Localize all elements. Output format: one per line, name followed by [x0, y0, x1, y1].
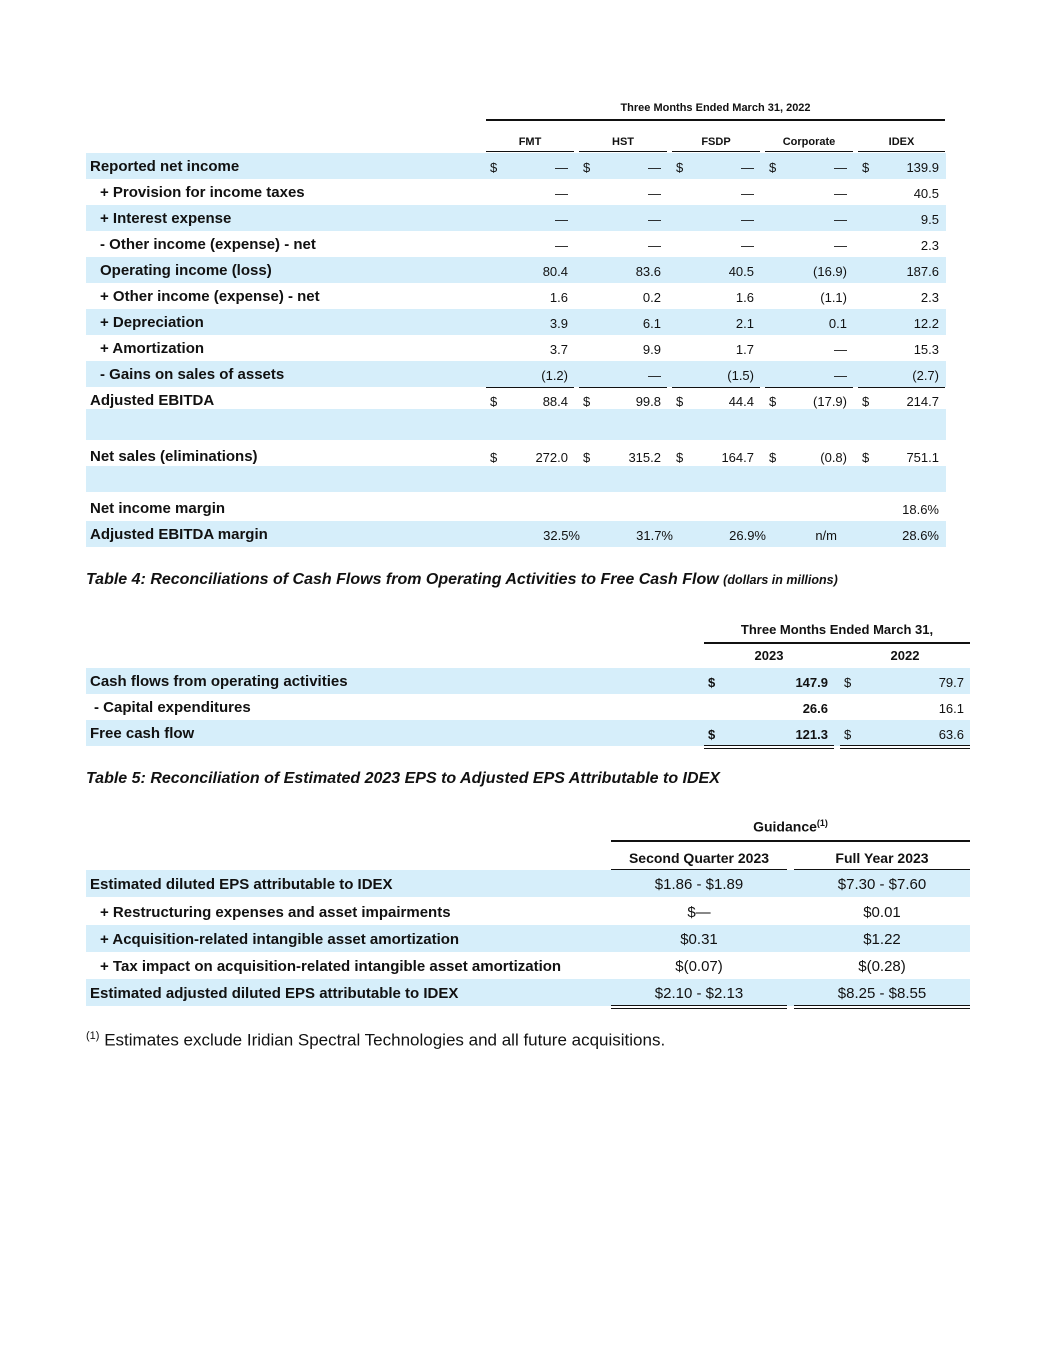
value-cell — [794, 925, 970, 952]
row-label: Cash flows from operating activities — [90, 673, 348, 690]
period-header: Three Months Ended March 31, 2022 — [486, 102, 945, 121]
cell-value: 31.7% — [636, 528, 673, 543]
cell-value: — — [834, 186, 847, 201]
value-cell — [858, 231, 945, 257]
col-head-fsdp: FSDP — [672, 136, 760, 152]
row-label: Adjusted EBITDA — [90, 392, 215, 409]
value-cell — [672, 309, 760, 335]
value-cell — [840, 668, 970, 694]
value-cell — [579, 179, 667, 205]
table-row — [86, 668, 970, 694]
table-row — [86, 231, 946, 257]
col-head-2023: 2023 — [704, 648, 834, 670]
value-cell — [486, 231, 574, 257]
cell-value: $(0.28) — [858, 958, 906, 975]
value-cell — [858, 205, 945, 231]
cell-value: 40.5 — [913, 186, 939, 201]
col-head-second-quarter: Second Quarter 2023 — [611, 850, 787, 871]
cell-value: 272.0 — [535, 450, 568, 465]
row-label: Reported net income — [90, 158, 240, 175]
row-label: Free cash flow — [90, 725, 195, 742]
dollar-sign: $ — [490, 394, 498, 409]
cell-value: (1.5) — [727, 368, 754, 383]
cell-value: 12.2 — [913, 316, 939, 331]
value-cell — [486, 153, 574, 179]
cell-value: $0.31 — [680, 931, 718, 948]
value-cell — [611, 952, 787, 979]
cell-value: 139.9 — [906, 160, 939, 175]
row-label: Net sales (eliminations) — [90, 448, 258, 465]
cell-value: $7.30 - $7.60 — [837, 876, 927, 893]
value-cell — [794, 898, 970, 925]
table-row — [86, 898, 970, 925]
dollar-sign: $ — [676, 450, 684, 465]
value-cell — [486, 361, 574, 387]
table4-title-text: Table 4: Reconciliations of Cash Flows from Operating Activities to Free Cash Flow — [86, 571, 719, 588]
value-cell — [486, 309, 574, 335]
row-label: Estimated adjusted diluted EPS attributable to IDEX — [90, 985, 459, 1002]
value-cell — [765, 179, 853, 205]
cell-value: (17.9) — [813, 394, 847, 409]
value-cell — [704, 720, 834, 746]
col-head-2022: 2022 — [840, 648, 970, 670]
cell-value: 0.1 — [828, 316, 847, 331]
cell-value: 214.7 — [906, 394, 939, 409]
cell-value: 187.6 — [906, 264, 939, 279]
value-cell — [579, 309, 667, 335]
value-cell — [858, 309, 945, 335]
cell-value: — — [648, 186, 661, 201]
value-cell — [672, 335, 760, 361]
table-row — [86, 495, 946, 521]
row-label: + Restructuring expenses and asset impairments — [100, 904, 451, 921]
value-cell — [858, 257, 945, 283]
value-cell — [672, 361, 760, 387]
value-cell — [765, 153, 853, 179]
value-cell — [579, 153, 667, 179]
cell-value: 9.9 — [642, 342, 661, 357]
row-label: + Depreciation — [100, 314, 204, 331]
row-label: - Gains on sales of assets — [100, 366, 285, 383]
cell-value: 3.9 — [549, 316, 568, 331]
dollar-sign: $ — [583, 394, 591, 409]
cell-value: (1.1) — [820, 290, 847, 305]
cell-value: 44.4 — [728, 394, 754, 409]
value-cell — [579, 257, 667, 283]
value-cell — [858, 361, 945, 387]
dollar-sign: $ — [769, 450, 777, 465]
cell-value: 63.6 — [938, 727, 964, 742]
value-cell — [611, 870, 787, 897]
guidance-label: Guidance — [753, 818, 817, 835]
cell-value: $— — [687, 904, 711, 921]
value-cell — [611, 979, 787, 1006]
table-row — [86, 979, 970, 1006]
dollar-sign: $ — [844, 727, 852, 742]
cell-value: 80.4 — [542, 264, 568, 279]
cell-value: 1.6 — [549, 290, 568, 305]
cell-value: 0.2 — [642, 290, 661, 305]
cell-value: 88.4 — [542, 394, 568, 409]
cell-value: 26.9% — [729, 528, 766, 543]
dollar-sign: $ — [676, 160, 684, 175]
cell-value: 121.3 — [795, 727, 828, 742]
table-row — [86, 335, 946, 361]
cell-value: — — [834, 342, 847, 357]
cell-value: — — [648, 212, 661, 227]
table-row — [86, 521, 946, 547]
value-cell — [765, 205, 853, 231]
value-cell — [579, 361, 667, 387]
value-cell — [611, 925, 787, 952]
cell-value: — — [648, 160, 661, 175]
dollar-sign: $ — [708, 727, 716, 742]
cell-value: — — [648, 368, 661, 383]
cell-value: 1.7 — [735, 342, 754, 357]
value-cell — [486, 335, 574, 361]
period-header: Three Months Ended March 31, — [704, 622, 970, 644]
col-head-fmt: FMT — [486, 136, 574, 152]
value-cell — [486, 179, 574, 205]
value-cell — [765, 521, 853, 547]
col-head-idex: IDEX — [858, 136, 945, 152]
dollar-sign: $ — [490, 160, 498, 175]
value-cell — [840, 694, 970, 720]
value-cell — [672, 521, 766, 547]
value-cell — [672, 283, 760, 309]
cell-value: (0.8) — [820, 450, 847, 465]
cell-value: 164.7 — [721, 450, 754, 465]
col-head-corporate: Corporate — [765, 136, 853, 152]
value-cell — [765, 257, 853, 283]
table-row — [86, 720, 970, 746]
value-cell — [858, 335, 945, 361]
cell-value: 18.6% — [902, 502, 939, 517]
value-cell — [672, 153, 760, 179]
guidance-footnote-marker: (1) — [816, 818, 828, 828]
footnote — [86, 1030, 665, 1051]
table-row — [86, 309, 946, 335]
value-cell — [672, 231, 760, 257]
row-label: Adjusted EBITDA margin — [90, 526, 268, 543]
spacer-row — [86, 409, 946, 440]
footnote-marker: (1) — [86, 1030, 100, 1042]
cell-value: — — [555, 238, 568, 253]
value-cell — [794, 952, 970, 979]
dollar-sign: $ — [862, 394, 870, 409]
cell-value: $0.01 — [863, 904, 901, 921]
cell-value: 26.6 — [802, 701, 828, 716]
value-cell — [579, 231, 667, 257]
cell-value: — — [648, 238, 661, 253]
cell-value: 79.7 — [938, 675, 964, 690]
cell-value: 2.3 — [920, 290, 939, 305]
cell-value: 16.1 — [938, 701, 964, 716]
cell-value: — — [741, 160, 754, 175]
table4-title-note: (dollars in millions) — [723, 573, 838, 587]
guidance-header — [611, 818, 970, 842]
value-cell — [704, 694, 834, 720]
row-label: + Provision for income taxes — [100, 184, 305, 201]
row-label: + Amortization — [100, 340, 205, 357]
cell-value: $1.86 - $1.89 — [654, 876, 744, 893]
dollar-sign: $ — [862, 160, 870, 175]
cell-value: — — [834, 368, 847, 383]
cell-value: 32.5% — [543, 528, 580, 543]
value-cell — [765, 283, 853, 309]
cell-value: 2.1 — [735, 316, 754, 331]
table-row — [86, 694, 970, 720]
cell-value: 28.6% — [902, 528, 939, 543]
value-cell — [765, 361, 853, 387]
value-cell — [486, 495, 574, 521]
dollar-sign: $ — [862, 450, 870, 465]
cell-value: 99.8 — [635, 394, 661, 409]
row-label: Net income margin — [90, 500, 226, 517]
cell-value: 1.6 — [735, 290, 754, 305]
cell-value: — — [834, 160, 847, 175]
dollar-sign: $ — [769, 160, 777, 175]
value-cell — [765, 335, 853, 361]
row-label: + Tax impact on acquisition-related intangible asset amortization — [100, 958, 562, 975]
table-row — [86, 925, 970, 952]
cell-value: 2.3 — [920, 238, 939, 253]
cell-value: (2.7) — [912, 368, 939, 383]
cell-value: $2.10 - $2.13 — [654, 985, 744, 1002]
cell-value: 40.5 — [728, 264, 754, 279]
cell-value: — — [741, 186, 754, 201]
value-cell — [486, 257, 574, 283]
value-cell — [794, 870, 970, 897]
row-label: + Other income (expense) - net — [100, 288, 320, 305]
value-cell — [579, 495, 667, 521]
cell-value: $1.22 — [863, 931, 901, 948]
cell-value: (1.2) — [541, 368, 568, 383]
dollar-sign: $ — [676, 394, 684, 409]
dollar-sign: $ — [844, 675, 852, 690]
value-cell — [611, 898, 787, 925]
value-cell — [579, 335, 667, 361]
row-label: Operating income (loss) — [100, 262, 272, 279]
value-cell — [858, 153, 945, 179]
dollar-sign: $ — [490, 450, 498, 465]
cell-value: — — [741, 238, 754, 253]
cell-value: $(0.07) — [675, 958, 723, 975]
table-row — [86, 361, 946, 387]
row-label: - Capital expenditures — [94, 699, 251, 716]
value-cell — [765, 309, 853, 335]
table4-title — [86, 571, 838, 589]
cell-value: — — [741, 212, 754, 227]
value-cell — [486, 521, 580, 547]
value-cell — [486, 205, 574, 231]
value-cell — [704, 668, 834, 694]
cell-value: 315.2 — [628, 450, 661, 465]
cell-value: $8.25 - $8.55 — [837, 985, 927, 1002]
cell-value: n/m — [815, 528, 837, 543]
value-cell — [858, 521, 945, 547]
row-label: + Interest expense — [100, 210, 232, 227]
value-cell — [858, 283, 945, 309]
value-cell — [579, 521, 673, 547]
cell-value: — — [834, 238, 847, 253]
cell-value: 751.1 — [906, 450, 939, 465]
table-row — [86, 952, 970, 979]
value-cell — [765, 495, 853, 521]
value-cell — [672, 257, 760, 283]
value-cell — [672, 495, 760, 521]
cell-value: 83.6 — [635, 264, 661, 279]
table-row — [86, 153, 946, 179]
cell-value: — — [834, 212, 847, 227]
table-row — [86, 257, 946, 283]
row-label: - Other income (expense) - net — [100, 236, 316, 253]
value-cell — [486, 283, 574, 309]
value-cell — [858, 495, 945, 521]
value-cell — [858, 179, 945, 205]
value-cell — [672, 179, 760, 205]
spacer-row — [86, 466, 946, 492]
cell-value: 147.9 — [795, 675, 828, 690]
value-cell — [840, 720, 970, 746]
cell-value: 6.1 — [642, 316, 661, 331]
cell-value: (16.9) — [813, 264, 847, 279]
dollar-sign: $ — [583, 450, 591, 465]
cell-value: 9.5 — [920, 212, 939, 227]
table-row — [86, 179, 946, 205]
cell-value: — — [555, 212, 568, 227]
cell-value: — — [555, 160, 568, 175]
table-row — [86, 205, 946, 231]
col-head-full-year: Full Year 2023 — [794, 850, 970, 871]
col-head-hst: HST — [579, 136, 667, 152]
table-row — [86, 283, 946, 309]
value-cell — [672, 205, 760, 231]
cell-value: 3.7 — [549, 342, 568, 357]
footnote-text: Estimates exclude Iridian Spectral Technologies and all future acquisitions. — [104, 1030, 666, 1050]
dollar-sign: $ — [769, 394, 777, 409]
value-cell — [579, 283, 667, 309]
row-label: + Acquisition-related intangible asset amortization — [100, 931, 460, 948]
dollar-sign: $ — [708, 675, 716, 690]
table-row — [86, 870, 970, 897]
value-cell — [579, 205, 667, 231]
row-label: Estimated diluted EPS attributable to IDEX — [90, 876, 393, 893]
table5-title: Table 5: Reconciliation of Estimated 2023 EPS to Adjusted EPS Attributable to IDEX — [86, 770, 720, 787]
cell-value: 15.3 — [913, 342, 939, 357]
value-cell — [794, 979, 970, 1006]
value-cell — [765, 231, 853, 257]
dollar-sign: $ — [583, 160, 591, 175]
cell-value: — — [555, 186, 568, 201]
